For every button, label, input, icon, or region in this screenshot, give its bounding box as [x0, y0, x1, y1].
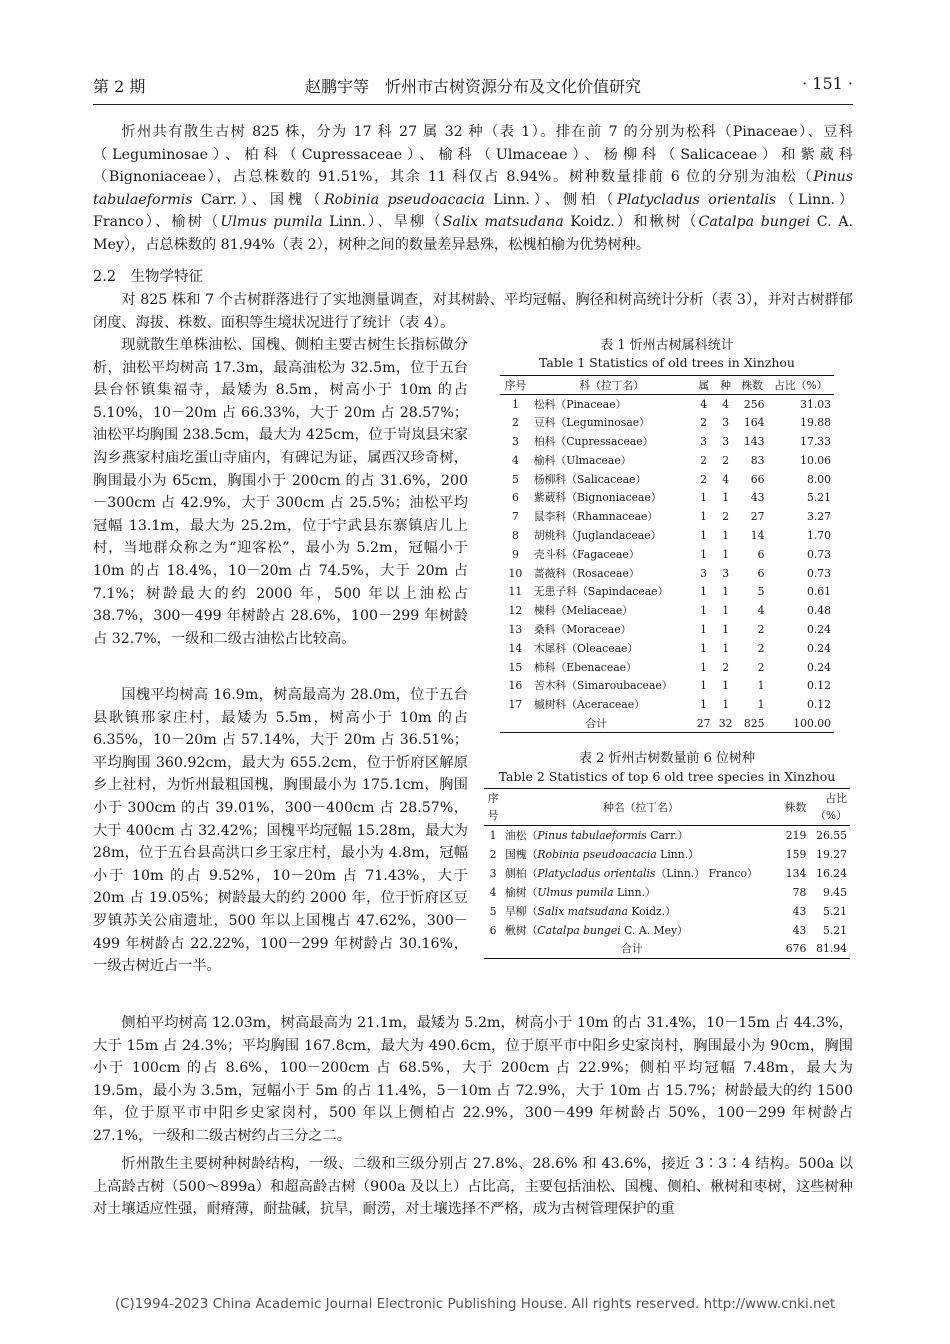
table2-total-cell: 81.94	[809, 940, 850, 959]
table1-row	[500, 507, 834, 526]
table1-cell: 榆科（Ulmaceae）	[533, 453, 632, 467]
table2-cell: 78	[792, 885, 807, 899]
table2-row	[484, 864, 850, 883]
table1-row	[500, 470, 834, 489]
table1-cell: 2	[722, 510, 730, 524]
table1-total-label: 合计	[500, 714, 693, 733]
table1-header-row	[500, 376, 834, 395]
table1-cell: 5	[511, 472, 519, 486]
header-rule	[93, 104, 853, 105]
table1-row	[500, 488, 834, 507]
table1-cell: 83	[750, 453, 765, 467]
table1-cell: 3.27	[806, 510, 831, 524]
table1-cell: 0.12	[806, 679, 831, 693]
table2-cell: 油松（Pinus tabulaeformis Carr.）	[505, 828, 689, 842]
table1-cell: 2	[722, 453, 730, 467]
table1-cell: 1	[722, 585, 730, 599]
table1-cell: 14	[508, 641, 523, 655]
table1-cell: 2	[722, 660, 730, 674]
table1-cell: 1	[722, 622, 730, 636]
table1-cell: 1	[700, 622, 708, 636]
table2-header-cell: 占比 （%）	[809, 789, 850, 826]
table1-cell: 43	[750, 491, 765, 505]
table1-row	[500, 639, 834, 658]
paragraph-platycladus: 侧柏平均树高 12.03m，树高最高为 21.1m，最矮为 5.2m，树高小于 10m 的占 31.4%，10－15m 占 44.3%，大于 15m 占 24.3%；平均胸围 167.8cm，最大为 490.6cm，位于原平市中阳乡史家岗村，胸围最小为 90cm，胸围小于 100cm 的占 8.6%，100－200cm 占 68.5%，大于 200cm 占 22.9%；侧柏平均冠幅 7.48m，最大为 19.5m，最小为 3.5m，冠幅小于 5m 的占 11.4%，5－10m 占 72.9%，大于 10m 占 15.7%；树龄最大的约 1500 年，位于原平市中阳乡史家岗村，500 年以上侧柏占 22.9%，300－499 年树龄占 50%，100－299 年树龄占 27.1%，一级和二级古树约占三分之二。	[93, 1015, 853, 1144]
table1-cell: 无患子科（Sapindaceae）	[533, 585, 669, 599]
table2-cell: 9.45	[822, 885, 847, 899]
table1-cell: 3	[700, 566, 708, 580]
table1-cell: 9	[511, 547, 519, 561]
table2-cell: 5.21	[822, 923, 847, 937]
table1-header-cell: 占比（%）	[768, 376, 834, 395]
table1-cell: 6	[511, 491, 519, 505]
table1-cell: 2	[511, 416, 519, 430]
table2-cell: 5.21	[822, 904, 847, 918]
paragraph-family-stats: 忻州共有散生古树 825 株，分为 17 科 27 属 32 种（表 1）。排在前 7 的分别为松科（Pinaceae）、豆科（Leguminosae）、柏科（Cupressaceae）、榆科（Ulmaceae）、杨柳科（Salicaceae）和紫葳科（Bignoniaceae），占总株数的 91.51%，其余 11 科仅占 8.94%。树种数量排前 6 位的分别为油松（Pinus tabulaeformis Carr.）、国槐（Robinia pseudoacacia Linn.）、侧柏（Platycladus orientalis（Linn.） Franco）、榆树（Ulmus pumila Linn.）、旱柳（Salix matsudana Koidz.）和楸树（Catalpa bungei C. A. Mey），占总株数的 81.94%（表 2），树种之间的数量差异悬殊，松槐柏榆为优势树种。	[93, 124, 854, 253]
table1-cell: 胡桃科（Juglandaceae）	[533, 528, 662, 542]
table1-row	[500, 413, 834, 432]
table1-cell: 4	[722, 397, 730, 411]
page-number: · 151 ·	[802, 74, 853, 93]
table1-cell: 苦木科（Simaroubaceae）	[533, 679, 673, 693]
table1-cell: 15	[508, 660, 523, 674]
section-heading: 2.2 生物学特征	[93, 269, 204, 285]
table1-cell: 2	[700, 472, 708, 486]
table1-cell: 1	[722, 604, 730, 618]
table2-cell: 侧柏（Platycladus orientalis（Linn.） Franco）	[505, 866, 758, 880]
table2-caption-cn: 表 2 忻州古树数量前 6 位树种	[578, 751, 756, 766]
table1-cell: 4	[722, 472, 730, 486]
table1-cell: 3	[700, 434, 708, 448]
table1-cell: 1	[700, 604, 708, 618]
table1-cell: 5.21	[806, 491, 831, 505]
table1-caption-en: Table 1 Statistics of old trees in Xinzhou	[539, 355, 795, 370]
table2-cell: 43	[792, 923, 807, 937]
table2-total-row	[484, 940, 850, 959]
table1-header-cell: 属	[693, 376, 715, 395]
table1-cell: 0.12	[806, 698, 831, 712]
table2-cell: 5	[489, 904, 497, 918]
table1-cell: 3	[511, 434, 519, 448]
running-title: 赵鹏宇等 忻州市古树资源分布及文化价值研究	[304, 77, 641, 96]
table1-header-cell: 株数	[737, 376, 768, 395]
paragraph-survey: 对 825 株和 7 个古树群落进行了实地测量调查，对其树龄、平均冠幅、胸径和树高统计分析（表 3），并对古树群郁闭度、海拔、株数、面积等生境状况进行了统计（表 4）。	[93, 292, 853, 331]
table1-row	[500, 695, 834, 714]
table2-cell: 榆树（Ulmus pumila Linn.）	[505, 885, 656, 899]
table2-cell: 4	[489, 885, 497, 899]
table1-cell: 1	[700, 641, 708, 655]
table1-row	[500, 658, 834, 677]
table1-cell: 柿科（Ebenaceae）	[533, 660, 637, 674]
table1-cell: 1	[722, 491, 730, 505]
table1-cell: 17	[508, 698, 523, 712]
table2-cell: 43	[792, 904, 807, 918]
table1-total-row	[500, 714, 834, 733]
table1-row	[500, 526, 834, 545]
table2-row	[484, 845, 850, 864]
table1-header-cell: 序号	[500, 376, 531, 395]
table2-row	[484, 883, 850, 902]
table1-cell: 3	[722, 566, 730, 580]
table1-cell: 1.70	[806, 528, 831, 542]
table1-cell: 8	[511, 528, 519, 542]
table1-cell: 17.33	[800, 434, 831, 448]
table1-cell: 31.03	[800, 397, 831, 411]
table1-cell: 松科（Pinaceae）	[533, 397, 627, 411]
table2-cell: 1	[489, 828, 497, 842]
table1-cell: 0.24	[806, 660, 831, 674]
table2-row	[484, 826, 850, 845]
table2-cell: 16.24	[816, 866, 847, 880]
table1-cell: 7	[511, 510, 519, 524]
table1-total-cell: 825	[737, 714, 768, 733]
table1-cell: 0.24	[806, 641, 831, 655]
table1-cell: 3	[722, 416, 730, 430]
table1-cell: 5	[757, 585, 765, 599]
table1-cell: 256	[743, 397, 765, 411]
table2-cell: 国槐（Robinia pseudoacacia Linn.）	[505, 847, 699, 861]
table1-cell: 1	[700, 585, 708, 599]
table1-cell: 8.00	[806, 472, 831, 486]
table1-cell: 1	[757, 698, 765, 712]
table1-cell: 0.48	[806, 604, 831, 618]
table1-cell: 1	[700, 660, 708, 674]
paragraph-pinus: 现就散生单株油松、国槐、侧柏主要古树生长指标做分析，油松平均树高 17.3m，最高油松为 32.5m，位于五台县台怀镇集福寺，最矮为 8.5m，树高小于 10m 的占 5.10%，10－20m 占 66.33%，大于 20m 占 28.57%；油松平均胸围 238.5cm，最大为 425cm，位于岢岚县宋家沟乡燕家村庙圪蛋山寺庙内，有碑记为证，属西汉珍奇树，胸围最小为 65cm，胸围小于 200cm 的占 31.6%，200－300cm 占 42.9%，大于 300cm 占 25.5%；油松平均冠幅 13.1m，最大为 25.2m，位于宁武县东寨镇店儿上村，当地群众称之为“迎客松”，最小为 5.2m，冠幅小于 10m 的占 18.4%，10－20m 占 74.5%，大于 20m 占 7.1%；树龄最大的约 2000 年，500 年以上油松占 38.7%，300－499 年树龄占 28.6%，100－299 年树龄占 32.7%，一级和二级古油松占比较高。	[93, 337, 468, 647]
table1-cell: 1	[511, 397, 519, 411]
table1-row	[500, 564, 834, 583]
running-header	[93, 74, 853, 104]
table1-header-cell: 种	[715, 376, 737, 395]
table1-row	[500, 451, 834, 470]
table1-cell: 1	[700, 528, 708, 542]
table1-cell: 19.88	[800, 416, 831, 430]
table1-cell: 壳斗科（Fagaceae）	[533, 547, 640, 561]
table2-cell: 159	[785, 847, 807, 861]
table1-cell: 16	[508, 679, 523, 693]
table1-cell: 6	[757, 547, 765, 561]
table2-cell: 6	[489, 923, 497, 937]
table1-row	[500, 545, 834, 564]
table2-header-cell: 株数	[780, 789, 810, 826]
table1-cell: 豆科（Leguminosae）	[533, 416, 650, 430]
table1-cell: 槭树科（Aceraceae）	[533, 698, 645, 712]
table1-cell: 木犀科（Oleaceae）	[533, 641, 639, 655]
table1-cell: 6	[757, 566, 765, 580]
table1-cell: 143	[743, 434, 765, 448]
table1-cell: 蔷薇科（Rosaceae）	[533, 566, 640, 580]
table1-total-cell: 27	[693, 714, 715, 733]
table1-cell: 3	[722, 434, 730, 448]
table1-row	[500, 582, 834, 601]
table1-cell: 0.73	[806, 547, 831, 561]
table1-cell: 1	[700, 491, 708, 505]
table1-row	[500, 432, 834, 451]
table2-header-row	[484, 789, 850, 826]
table2-cell: 19.27	[816, 847, 847, 861]
table1-cell: 鼠李科（Rhamnaceae）	[533, 510, 659, 524]
table1-cell: 2	[757, 660, 765, 674]
table2-row	[484, 902, 850, 921]
table2-cell: 2	[489, 847, 497, 861]
table1-total-cell: 32	[715, 714, 737, 733]
table1-cell: 0.73	[806, 566, 831, 580]
table1-cell: 2	[700, 416, 708, 430]
table1-row	[500, 620, 834, 639]
table1-cell: 1	[700, 510, 708, 524]
table2-row	[484, 921, 850, 940]
table1-cell: 4	[757, 604, 765, 618]
table2-cell: 134	[785, 866, 807, 880]
table2-top-species	[484, 788, 850, 959]
table2-cell: 3	[489, 866, 497, 880]
table1-cell: 4	[511, 453, 519, 467]
table1-cell: 4	[700, 397, 708, 411]
table1-cell: 1	[700, 679, 708, 693]
table1-cell: 11	[508, 585, 523, 599]
table1-cell: 1	[700, 698, 708, 712]
table1-cell: 0.24	[806, 622, 831, 636]
table1-cell: 1	[757, 679, 765, 693]
table1-cell: 2	[757, 641, 765, 655]
table1-cell: 1	[700, 547, 708, 561]
table1-cell: 0.61	[806, 585, 831, 599]
table1-cell: 1	[722, 547, 730, 561]
paragraph-robinia: 国槐平均树高 16.9m，树高最高为 28.0m，位于五台县耿镇邢家庄村，最矮为 5.5m，树高小于 10m 的占 6.35%，10－20m 占 57.14%，大于 20m 占 36.51%；平均胸围 360.92cm，最大为 655.2cm，位于忻府区解原乡上社村，为忻州最粗国槐，胸围最小为 175.1cm，胸围小于 300cm 的占 39.01%，300－400cm 占 28.57%，大于 400cm 占 32.42%；国槐平均冠幅 15.28m，最大为 28m，位于五台县高洪口乡王家庄村，最小为 4.8m，冠幅小于 10m 的占 9.52%，10－20m 占 71.43%，大于 20m 占 19.05%；树龄最大的约 2000 年，位于忻府区豆罗镇苏关公庙遗址，500 年以上国槐占 47.62%，300－499 年树龄占 22.22%，100－299 年树龄占 30.16%，一级古树近占一半。	[93, 687, 468, 975]
copyright-footer: (C)1994-2023 China Academic Journal Electronic Publishing House. All rights reserved. http://www.cnki.net	[114, 1296, 836, 1312]
table1-cell: 66	[750, 472, 765, 486]
table1-family-stats	[500, 375, 834, 733]
table2-total-cell: 676	[780, 940, 810, 959]
table1-cell: 12	[508, 604, 523, 618]
table2-total-label: 合计	[484, 940, 780, 959]
table1-cell: 10.06	[800, 453, 831, 467]
table1-cell: 柏科（Cupressaceae）	[533, 434, 654, 448]
table1-cell: 紫葳科（Bignoniaceae）	[533, 491, 662, 505]
issue-number: 第 2 期	[93, 77, 146, 96]
table2-caption-en: Table 2 Statistics of top 6 old tree species in Xinzhou	[498, 769, 836, 784]
table1-cell: 杨柳科（Salicaceae）	[533, 472, 647, 486]
table1-cell: 1	[722, 641, 730, 655]
table2-cell: 旱柳（Salix matsudana Koidz.）	[505, 904, 676, 918]
table1-cell: 13	[508, 622, 523, 636]
table1-cell: 27	[750, 510, 765, 524]
table1-cell: 10	[508, 566, 523, 580]
table1-cell: 1	[722, 679, 730, 693]
table1-cell: 桑科（Moraceae）	[533, 622, 632, 636]
table2-header-cell: 序 号	[484, 789, 502, 826]
table1-cell: 1	[722, 528, 730, 542]
table1-cell: 2	[757, 622, 765, 636]
table1-cell: 楝科（Meliaceae）	[533, 604, 634, 618]
table2-cell: 楸树（Catalpa bungei C. A. Mey）	[505, 923, 688, 937]
table2-header-cell: 种名（拉丁名）	[502, 789, 780, 826]
table1-header-cell: 科（拉丁名）	[531, 376, 693, 395]
table1-total-cell: 100.00	[768, 714, 834, 733]
table1-row	[500, 395, 834, 414]
table2-cell: 26.55	[816, 828, 847, 842]
table1-cell: 1	[722, 698, 730, 712]
table1-cell: 164	[743, 416, 765, 430]
paragraph-age-structure: 忻州散生主要树种树龄结构，一级、二级和三级分别占 27.8%、28.6% 和 43.6%，接近 3∶3∶4 结构。500a 以上高龄古树（500～899a）和超高龄古树（900a 及以上）占比高，主要包括油松、国槐、侧柏、楸树和枣树，这些树种对土壤适应性强，耐瘠薄，耐盐碱，抗旱，耐涝，对土壤选择不严格，成为古树管理保护的重	[93, 1156, 853, 1218]
table1-caption-cn: 表 1 忻州古树属科统计	[600, 338, 734, 353]
table1-cell: 2	[700, 453, 708, 467]
table1-cell: 14	[750, 528, 765, 542]
table1-row	[500, 676, 834, 695]
table1-row	[500, 601, 834, 620]
table2-cell: 219	[785, 828, 807, 842]
